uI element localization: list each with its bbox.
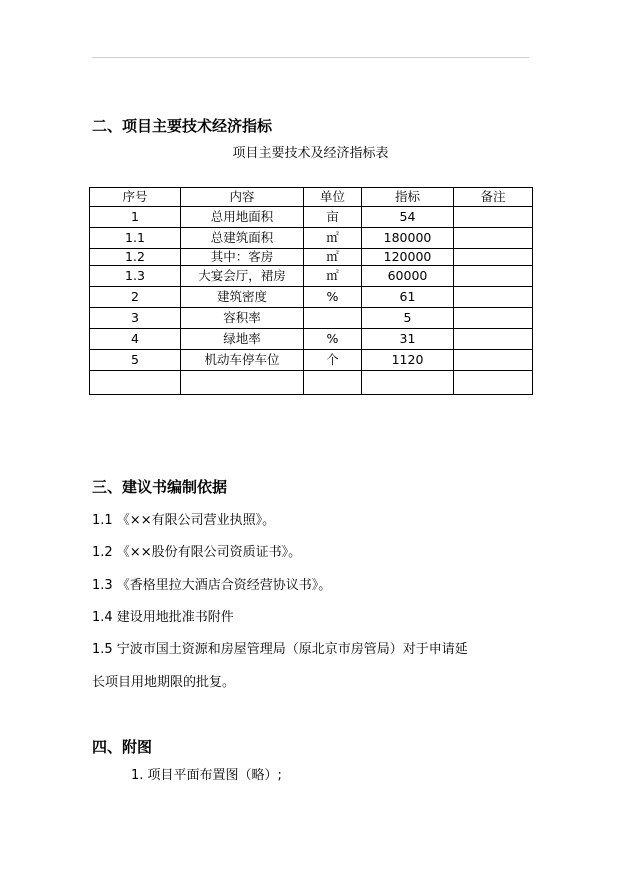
basis-item-1: 1.1 《××有限公司营业执照》。 (92, 513, 276, 528)
table-cell (90, 371, 181, 395)
header-cell-unit: 单位 (304, 188, 362, 207)
table-cell: 61 (362, 287, 454, 308)
section-3-heading: 三、建议书编制依据 (92, 478, 228, 496)
table-cell (454, 287, 533, 308)
basis-item-3: 1.3 《香格里拉大酒店合资经营协议书》。 (92, 578, 332, 593)
basis-item-2: 1.2 《××股份有限公司资质证书》。 (92, 545, 302, 560)
table-cell: 54 (362, 207, 454, 228)
table-cell: 亩 (304, 207, 362, 228)
header-cell-content: 内容 (181, 188, 304, 207)
table-cell (454, 249, 533, 266)
table-cell: 其中：客房 (181, 249, 304, 266)
table-header-row (90, 188, 533, 207)
table-cell (304, 308, 362, 329)
table-cell: 120000 (362, 249, 454, 266)
table-cell: 1.2 (90, 249, 181, 266)
table-caption: 项目主要技术及经济指标表 (232, 146, 389, 161)
table-cell: 5 (362, 308, 454, 329)
table-cell: 总建筑面积 (181, 228, 304, 249)
table-cell (454, 266, 533, 287)
table-cell (454, 207, 533, 228)
header-cell-remark: 备注 (454, 188, 533, 207)
table-row (90, 228, 533, 249)
table-row (90, 371, 533, 395)
table-cell: 5 (90, 350, 181, 371)
table-cell (454, 350, 533, 371)
basis-item-5: 1.5 宁波市国土资源和房屋管理局（原北京市房管局）对于申请延 (92, 642, 468, 657)
table-row (90, 207, 533, 228)
header-cell-value: 指标 (362, 188, 454, 207)
table-cell: 机动车停车位 (181, 350, 304, 371)
table-cell (454, 371, 533, 395)
table-cell (181, 371, 304, 395)
table-cell: 大宴会厅，裙房 (181, 266, 304, 287)
header-cell-index: 序号 (90, 188, 181, 207)
table-cell: 1120 (362, 350, 454, 371)
table-cell: 3 (90, 308, 181, 329)
table-cell: 1.1 (90, 228, 181, 249)
table-row (90, 287, 533, 308)
table-cell: ㎡ (304, 249, 362, 266)
table-row (90, 308, 533, 329)
table-cell (454, 308, 533, 329)
table-row (90, 329, 533, 350)
table-cell: 绿地率 (181, 329, 304, 350)
basis-item-5-continuation: 长项目用地期限的批复。 (92, 675, 236, 690)
table-cell: 总用地面积 (181, 207, 304, 228)
table-cell: % (304, 287, 362, 308)
table-cell: 建筑密度 (181, 287, 304, 308)
table-cell: 180000 (362, 228, 454, 249)
table-cell: 4 (90, 329, 181, 350)
table-cell: 60000 (362, 266, 454, 287)
table-cell: 1.3 (90, 266, 181, 287)
table-cell: 1 (90, 207, 181, 228)
table-cell: ㎡ (304, 228, 362, 249)
table-cell (454, 228, 533, 249)
table-row (90, 350, 533, 371)
table-row (90, 266, 533, 287)
appendix-item-1: 1. 项目平面布置图（略）; (131, 768, 282, 783)
table-cell: ㎡ (304, 266, 362, 287)
table-cell: 个 (304, 350, 362, 371)
section-4-heading: 四、附图 (92, 738, 153, 756)
section-2-heading: 二、项目主要技术经济指标 (92, 117, 273, 135)
table-cell (454, 329, 533, 350)
table-row (90, 249, 533, 266)
table-cell (304, 371, 362, 395)
basis-item-4: 1.4 建设用地批准书附件 (92, 610, 234, 625)
page-header-rule (92, 57, 529, 58)
table-cell (362, 371, 454, 395)
table-cell: 31 (362, 329, 454, 350)
table-cell: % (304, 329, 362, 350)
table-cell: 2 (90, 287, 181, 308)
indicator-table (89, 187, 533, 395)
table-cell: 容积率 (181, 308, 304, 329)
